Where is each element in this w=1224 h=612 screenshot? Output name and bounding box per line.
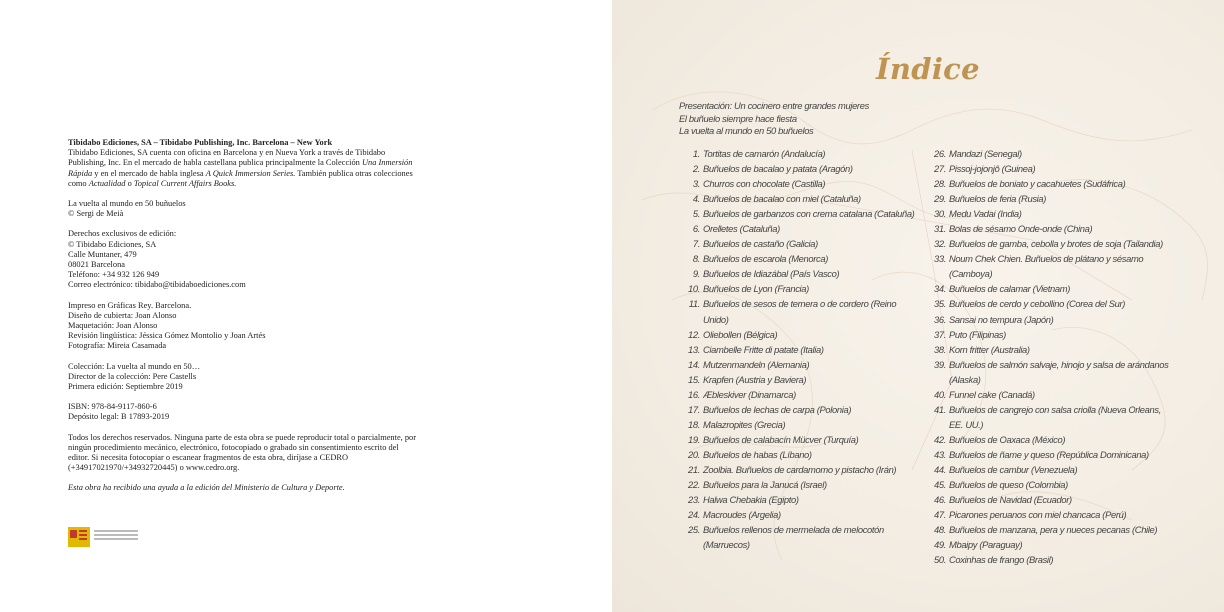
toc-entry-label: Buñuelos de calabacín Mücver (Turquía) — [703, 433, 859, 445]
toc-entry-label: Buñuelos de Oaxaca (México) — [949, 433, 1066, 445]
toc-entry-number: 15. — [688, 373, 700, 385]
first-edition: Primera edición: Septiembre 2019 — [68, 382, 183, 392]
toc-entry-number: 13. — [688, 343, 700, 355]
toc-entry-label: Sansai no tempura (Japón) — [949, 313, 1054, 325]
toc-entry-number: 41. — [934, 403, 946, 415]
cover-design: Diseño de cubierta: Joan Alonso — [68, 310, 177, 320]
toc-entry — [932, 312, 1174, 327]
toc-entry — [686, 522, 918, 552]
toc-entry — [932, 342, 1174, 357]
index-title: Índice — [876, 52, 980, 86]
toc-entry-number: 10. — [688, 283, 700, 295]
toc-entry-number: 27. — [934, 163, 946, 175]
toc-entry-label: Buñuelos de Idiazábal (País Vasco) — [703, 268, 840, 280]
toc-entry — [686, 342, 918, 357]
toc-entry — [686, 296, 918, 326]
toc-entry-number: 32. — [934, 238, 946, 250]
toc-entry — [932, 507, 1174, 522]
toc-entry-label: Orelletes (Cataluña) — [703, 223, 780, 235]
toc-entry-label: Buñuelos de escarola (Menorca) — [703, 253, 828, 265]
toc-entry-label: Halwa Chebakia (Egipto) — [703, 494, 799, 506]
toc-intro — [679, 100, 869, 138]
author-copyright: © Sergi de Meià — [68, 209, 124, 219]
toc-entry — [932, 432, 1174, 447]
email: Correo electrónico: tibidabo@tibidaboediciones.com — [68, 280, 246, 290]
toc-entry-label: Ciambelle Fritte di patate (Italia) — [703, 343, 824, 355]
toc-entry-label: Buñuelos de Lyon (Francia) — [703, 283, 809, 295]
toc-entry — [932, 146, 1174, 161]
toc-entry-number: 44. — [934, 463, 946, 475]
toc-entry — [686, 327, 918, 342]
toc-entry-number: 48. — [934, 524, 946, 536]
toc-entry-label: Buñuelos de castaño (Galicia) — [703, 238, 818, 250]
toc-entry — [932, 477, 1174, 492]
toc-entry — [932, 296, 1174, 311]
toc-entry-number: 46. — [934, 494, 946, 506]
toc-entry-label: Buñuelos de manzana, pera y nueces pecanas (Chile) — [949, 524, 1158, 536]
isbn: ISBN: 978-84-9117-860-6 — [68, 402, 157, 412]
toc-entry — [686, 477, 918, 492]
toc-entry-label: Buñuelos de ñame y queso (República Dominicana) — [949, 448, 1149, 460]
toc-entry-label: Buñuelos de lechas de carpa (Polonia) — [703, 403, 852, 415]
toc-entry-label: Zoolbia. Buñuelos de cardamomo y pistacho (Irán) — [703, 463, 897, 475]
toc-entry-number: 22. — [688, 479, 700, 491]
toc-entry — [686, 221, 918, 236]
toc-entry-label: Oliebollen (Bélgica) — [703, 328, 778, 340]
toc-entry — [686, 402, 918, 417]
toc-entry-number: 38. — [934, 343, 946, 355]
intro-item: La vuelta al mundo en 50 buñuelos — [679, 125, 814, 136]
toc-entry-label: Buñuelos de cambur (Venezuela) — [949, 463, 1078, 475]
toc-entry-label: Korn fritter (Australia) — [949, 343, 1030, 355]
toc-entry-number: 5. — [692, 208, 700, 220]
toc-entry-number: 34. — [934, 283, 946, 295]
toc-entry — [932, 357, 1174, 387]
toc-column-1 — [686, 146, 918, 552]
toc-entry-label: Mbaipy (Paraguay) — [949, 539, 1023, 551]
toc-entry-label: Buñuelos de gamba, cebolla y brotes de soja (Tailandia) — [949, 238, 1163, 250]
toc-entry — [932, 236, 1174, 251]
intro-item: Presentación: Un cocinero entre grandes mujeres — [679, 100, 869, 111]
toc-entry-number: 43. — [934, 448, 946, 460]
toc-entry — [932, 522, 1174, 537]
photography: Fotografía: Mireia Casamada — [68, 341, 167, 351]
toc-entry — [932, 161, 1174, 176]
toc-entry-number: 8. — [692, 253, 700, 265]
toc-entry-number: 14. — [688, 358, 700, 370]
toc-entry-number: 49. — [934, 539, 946, 551]
toc-entry-label: Buñuelos de cerdo y cebollino (Corea del Sur) — [949, 298, 1126, 310]
rights-notice: Todos los derechos reservados. Ninguna parte de esta obra se puede reproducir total o parcialmente, por ningún procedimiento mecánico, electrónico, fotocopiado o grabado sin consentimiento escrito del editor. Si necesita fotocopiar o escanear fragmentos de esta obra, diríjase a CEDRO (+34917021970/+34932720445) o www.cedro.org. — [68, 432, 417, 473]
toc-entry-number: 24. — [688, 509, 700, 521]
toc-entry-label: Buñuelos de garbanzos con crema catalana (Cataluña) — [703, 208, 915, 220]
toc-entry-label: Tortitas de camarón (Andalucía) — [703, 148, 826, 159]
toc-entry-number: 29. — [934, 193, 946, 205]
toc-entry-number: 20. — [688, 448, 700, 460]
toc-entry-number: 25. — [688, 524, 700, 536]
toc-entry — [686, 236, 918, 251]
ministry-logo — [68, 527, 142, 547]
toc-entry — [686, 161, 918, 176]
language-review: Revisión lingüística: Jéssica Gómez Montolio y Joan Artés — [68, 331, 266, 341]
toc-entry-number: 1. — [692, 148, 700, 159]
toc-entry-number: 35. — [934, 298, 946, 310]
toc-entry-label: Coxinhas de frango (Brasil) — [949, 554, 1054, 566]
toc-entry-label: Buñuelos de boniato y cacahuetes (Sudáfrica) — [949, 178, 1126, 190]
toc-entry — [932, 387, 1174, 402]
toc-entry-number: 36. — [934, 313, 946, 325]
toc-entry — [686, 266, 918, 281]
book-title: La vuelta al mundo en 50 buñuelos — [68, 199, 186, 209]
toc-entry-number: 6. — [692, 223, 700, 235]
toc-entry-label: Buñuelos de calamar (Vietnam) — [949, 283, 1070, 295]
intro-item: El buñuelo siempre hace fiesta — [679, 112, 797, 124]
credits-block — [68, 138, 418, 494]
printer: Impreso en Gráficas Rey. Barcelona. — [68, 300, 192, 310]
toc-entry-label: Buñuelos de queso (Colombia) — [949, 479, 1068, 491]
toc-entry — [686, 372, 918, 387]
toc-entry-label: Pissoj-jojonjô (Guinea) — [949, 163, 1036, 175]
toc-entry-label: Buñuelos de sesos de ternera o de cordero (Reino Unido) — [703, 298, 897, 325]
toc-entry-label: Krapfen (Austria y Baviera) — [703, 373, 807, 385]
toc-entry — [686, 507, 918, 522]
toc-entry — [932, 221, 1174, 236]
toc-entry-label: Macroudes (Argelia) — [703, 509, 781, 521]
toc-entry — [686, 176, 918, 191]
collection: Colección: La vuelta al mundo en 50… — [68, 361, 201, 371]
toc-entry-number: 3. — [692, 178, 700, 190]
toc-entry — [932, 492, 1174, 507]
toc-entry-label: Mutzenmandeln (Alemania) — [703, 358, 810, 370]
address-street: Calle Muntaner, 479 — [68, 249, 137, 259]
collection-director: Director de la colección: Pere Castells — [68, 371, 197, 381]
toc-entry-number: 45. — [934, 479, 946, 491]
toc-entry-label: Æbleskiver (Dinamarca) — [703, 388, 796, 400]
toc-entry-label: Funnel cake (Canadá) — [949, 388, 1035, 400]
collection-name-es: Una Inmersión Rápida — [68, 158, 413, 178]
publisher-description — [68, 148, 418, 189]
toc-entry — [932, 447, 1174, 462]
ministry-note: Esta obra ha recibido una ayuda a la edición del Ministerio de Cultura y Deporte. — [68, 483, 345, 493]
toc-entry-number: 18. — [688, 418, 700, 430]
rights-company: © Tibidabo Ediciones, SA — [68, 239, 157, 249]
toc-entry — [686, 357, 918, 372]
collection-name-topical: Topical Current Affairs Books. — [133, 178, 237, 188]
toc-entry-number: 16. — [688, 388, 700, 400]
toc-entry-number: 47. — [934, 509, 946, 521]
toc-entry-label: Churros con chocolate (Castilla) — [703, 178, 826, 190]
collection-name-en: A Quick Immersion Series. — [205, 168, 296, 178]
toc-entry-number: 21. — [688, 463, 700, 475]
toc-entry-label: Puto (Filipinas) — [949, 328, 1006, 340]
toc-entry-label: Buñuelos de salmón salvaje, hinojo y salsa de arándanos (Alaska) — [949, 358, 1169, 385]
toc-entry — [686, 432, 918, 447]
toc-entry-label: Buñuelos de bacalao con miel (Cataluña) — [703, 193, 861, 205]
toc-entry-label: Buñuelos de habas (Líbano) — [703, 448, 812, 460]
toc-entry-number: 4. — [692, 193, 700, 205]
toc-entry — [932, 537, 1174, 552]
toc-column-2 — [932, 146, 1174, 567]
toc-entry — [686, 387, 918, 402]
toc-entry — [932, 552, 1174, 567]
toc-entry-number: 9. — [692, 268, 700, 280]
toc-entry-number: 11. — [688, 298, 700, 310]
toc-entry-label: Buñuelos para la Janucá (Israel) — [703, 479, 827, 491]
toc-entry — [686, 146, 918, 161]
toc-entry-number: 26. — [934, 148, 946, 159]
toc-entry-number: 12. — [688, 328, 700, 340]
toc-entry-number: 19. — [688, 433, 700, 445]
publisher-desc-part: o — [125, 178, 134, 188]
toc-entry — [932, 402, 1174, 432]
address-city: 08021 Barcelona — [68, 260, 125, 270]
toc-entry-number: 31. — [934, 223, 946, 235]
toc-entry-label: Mandazi (Senegal) — [949, 148, 1022, 159]
publisher-line: Tibidabo Ediciones, SA – Tibidabo Publishing, Inc. Barcelona – New York — [68, 138, 333, 147]
toc-entry — [686, 251, 918, 266]
toc-entry-number: 50. — [934, 554, 946, 566]
toc-entry-number: 28. — [934, 178, 946, 190]
toc-entry-number: 42. — [934, 433, 946, 445]
toc-entry-label: Buñuelos de feria (Rusia) — [949, 193, 1047, 205]
toc-entry-number: 40. — [934, 388, 946, 400]
toc-entry-number: 37. — [934, 328, 946, 340]
toc-entry-number: 30. — [934, 208, 946, 220]
phone: Teléfono: +34 932 126 949 — [68, 270, 160, 280]
toc-entry-label: Buñuelos de Navidad (Ecuador) — [949, 494, 1072, 506]
toc-entry-number: 2. — [692, 163, 700, 175]
ministry-logo-text — [94, 530, 138, 544]
toc-entry — [686, 492, 918, 507]
toc-entry-number: 33. — [934, 253, 946, 265]
toc-entry-number: 23. — [688, 494, 700, 506]
publisher-desc-part: También publica otras colecciones como — [68, 168, 413, 188]
collection-name-actualidad: Actualidad — [88, 178, 126, 188]
toc-entry — [686, 417, 918, 432]
toc-entry — [932, 191, 1174, 206]
toc-entry — [932, 281, 1174, 296]
toc-entry — [686, 462, 918, 477]
toc-entry-label: Buñuelos de cangrejo con salsa criolla (Nueva Orleans, EE. UU.) — [949, 403, 1161, 430]
toc-entry — [932, 251, 1174, 281]
layout-credit: Maquetación: Joan Alonso — [68, 321, 158, 331]
toc-entry — [932, 206, 1174, 221]
right-page — [612, 0, 1224, 612]
toc-entry-label: Picarones peruanos con miel chancaca (Perú) — [949, 509, 1127, 521]
toc-entry-label: Noum Chek Chien. Buñuelos de plátano y sésamo (Camboya) — [949, 253, 1144, 280]
toc-entry — [686, 447, 918, 462]
toc-entry — [932, 176, 1174, 191]
rights-heading: Derechos exclusivos de edición: — [68, 229, 177, 239]
publisher-desc-part: y en el mercado de habla inglesa — [92, 168, 206, 178]
toc-entry — [686, 206, 918, 221]
toc-entry-label: Bolas de sésamo Onde-onde (China) — [949, 223, 1093, 235]
toc-entry-number: 39. — [934, 358, 946, 370]
toc-entry — [932, 462, 1174, 477]
toc-entry-label: Buñuelos de bacalao y patata (Aragón) — [703, 163, 853, 175]
publisher-desc-part: Tibidabo Ediciones, SA cuenta con oficina en Barcelona y en Nueva York a través de Tibidabo Publishing, Inc. En el mercado de habla castellana publica principalmente la Colección — [68, 148, 386, 168]
toc-entry — [686, 281, 918, 296]
spain-coat-of-arms-icon — [68, 527, 90, 547]
legal-deposit: Depósito legal: B 17893-2019 — [68, 412, 170, 422]
toc-entry-label: Malazropites (Grecia) — [703, 418, 786, 430]
toc-entry-label: Medu Vadai (India) — [949, 208, 1022, 220]
toc-entry — [932, 327, 1174, 342]
toc-entry — [686, 191, 918, 206]
toc-entry-label: Buñuelos rellenos de mermelada de melocotón (Marruecos) — [703, 524, 884, 551]
toc-entry-number: 17. — [688, 403, 700, 415]
toc-entry-number: 7. — [692, 238, 700, 250]
